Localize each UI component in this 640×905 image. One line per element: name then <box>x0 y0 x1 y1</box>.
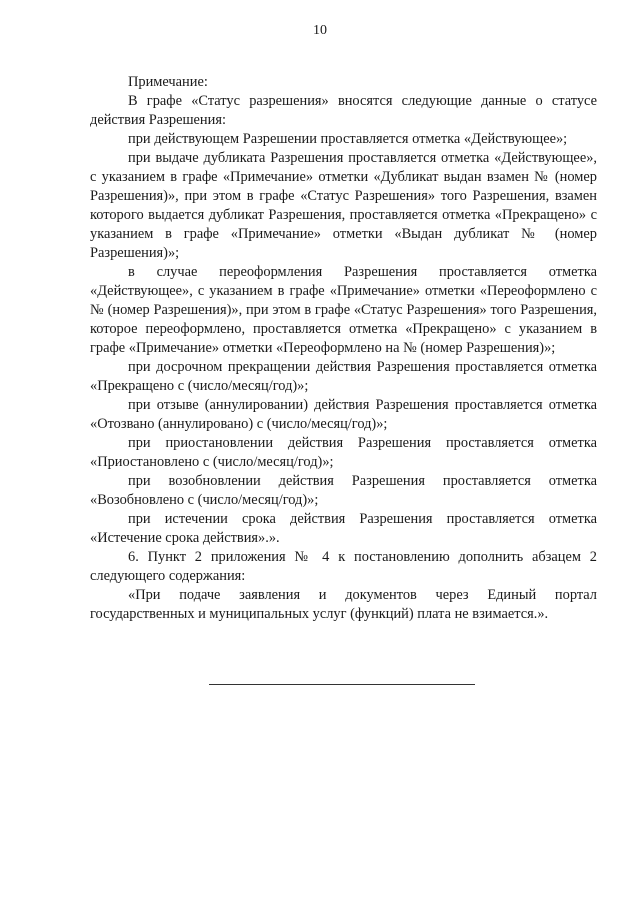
document-body <box>90 73 597 624</box>
paragraph-early-termination: при досрочном прекращении действия Разрешения проставляется отметка «Прекращено с (число/месяц/год)»; <box>90 359 597 394</box>
paragraph-quote: «При подаче заявления и документов через Единый портал государственных и муниципальных услуг (функций) плата не взимается.». <box>90 587 597 622</box>
paragraph-status-intro: В графе «Статус разрешения» вносятся следующие данные о статусе действия Разрешения: <box>90 93 597 128</box>
paragraph-resumption: при возобновлении действия Разрешения проставляется отметка «Возобновлено с (число/месяц/год)»; <box>90 473 597 508</box>
end-divider <box>209 684 475 685</box>
paragraph-suspension: при приостановлении действия Разрешения проставляется отметка «Приостановлено с (число/месяц/год)»; <box>90 435 597 470</box>
page-number: 10 <box>313 23 327 38</box>
paragraph-duplicate: при выдаче дубликата Разрешения проставляется отметка «Действующее», с указанием в графе «Примечание» отметки «Дубликат выдан взамен № (номер Разрешения)», при этом в графе «Статус Разрешения» того Разрешения, взамен которого выдается дубликат Разрешения, проставляется отметка «Прекращено» с указанием в графе «Примечание» отметки «Выдан дубликат № (номер Разрешения)»; <box>90 150 597 261</box>
paragraph-active: при действующем Разрешении проставляется отметка «Действующее»; <box>128 131 568 147</box>
note-heading: Примечание: <box>128 74 208 90</box>
paragraph-reissue: в случае переоформления Разрешения проставляется отметка «Действующее», с указанием в графе «Примечание» отметки «Переоформлено с № (номер Разрешения)», при этом в графе «Статус Разрешения» того Разрешения, которое переоформлено, проставляется отметка «Прекращено» с указанием в графе «Примечание» отметки «Переоформлено на № (номер Разрешения)»; <box>90 264 597 356</box>
paragraph-revocation: при отзыве (аннулировании) действия Разрешения проставляется отметка «Отозвано (аннулировано) с (число/месяц/год)»; <box>90 397 597 432</box>
paragraph-item-6: 6. Пункт 2 приложения № 4 к постановлению дополнить абзацем 2 следующего содержания: <box>90 549 597 584</box>
paragraph-expiration: при истечении срока действия Разрешения проставляется отметка «Истечение срока действия».». <box>90 511 597 546</box>
